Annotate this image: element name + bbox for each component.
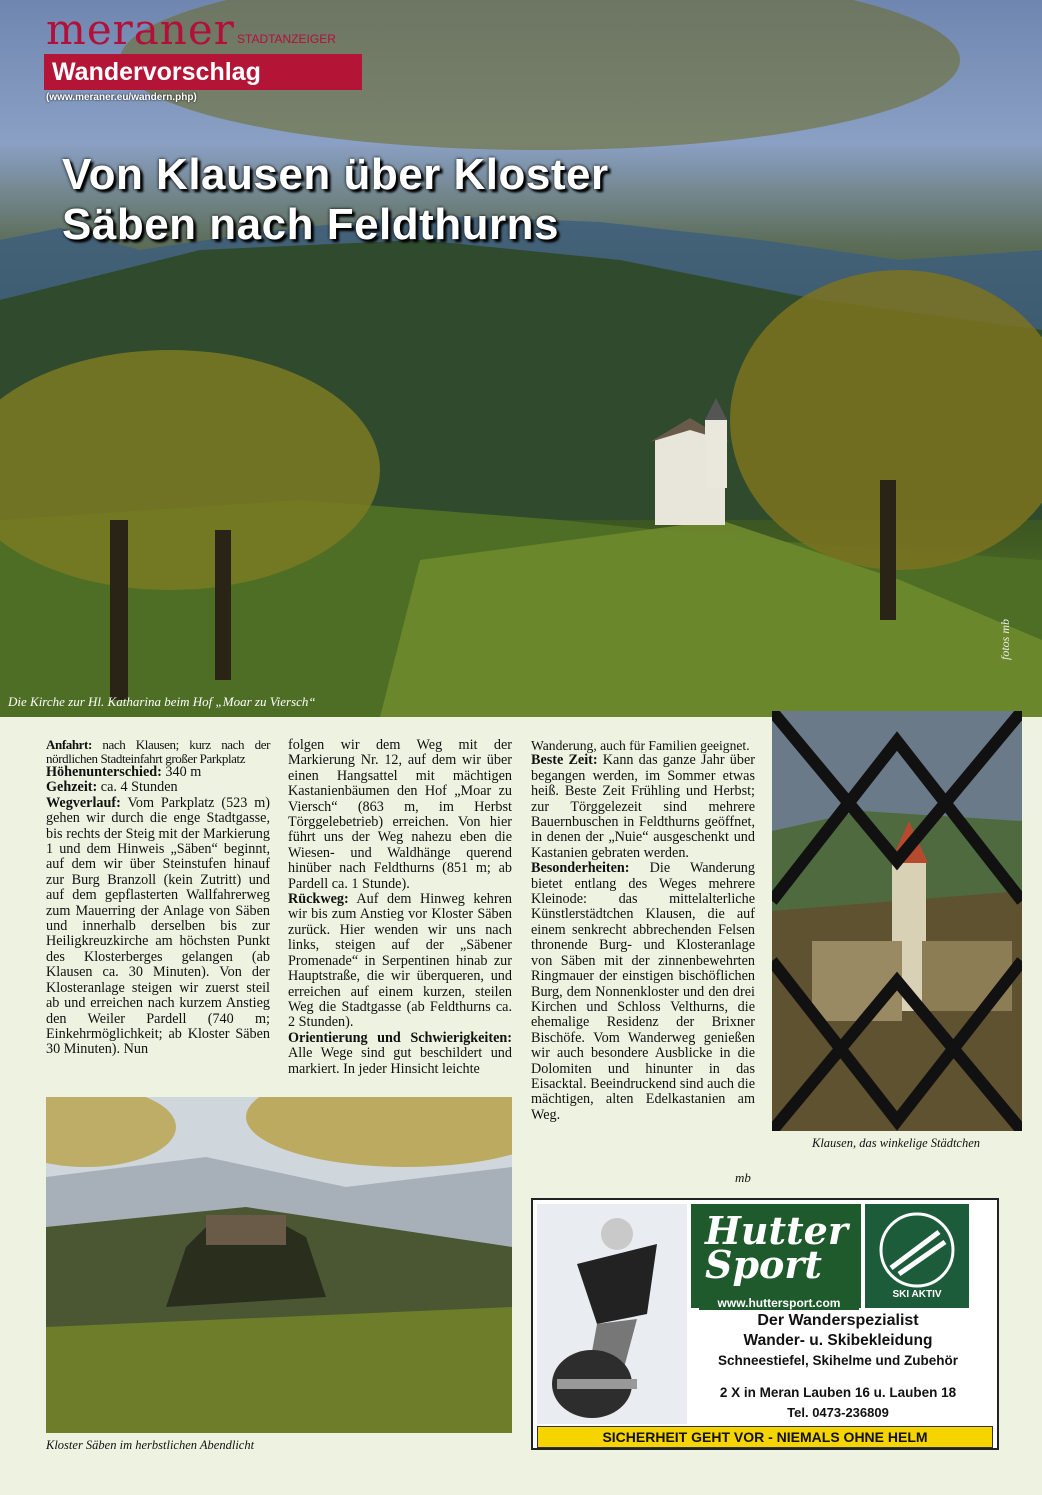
headline-line-1: Von Klausen über Kloster [62,150,609,199]
hero-caption: Die Kirche zur Hl. Katharina beim Hof „Moar zu Viersch“ [8,694,316,709]
anfahrt-label: Anfahrt: [46,737,92,752]
beste-zeit-text: Kann das ganze Jahr über begangen werden, im Sommer etwas heiß. Beste Zeit Frühling und Herbst; zur Törggelezeit sind mehrere Bauernbuschen in Feldthurns geöffnet, in denen der „Nuie“ ausgeschenkt und Kastanien gebraten werden. [531,752,755,861]
gehzeit-paragraph [46,780,270,795]
advertisement[interactable] [531,1198,999,1450]
saeben-photo [46,1097,512,1433]
saeben-caption: Kloster Säben im herbstlichen Abendlicht [46,1438,255,1452]
ski-aktiv-label: SKI AKTIV [892,1289,942,1300]
klausen-image [772,711,1022,1131]
rueckweg-text: Auf dem Hinweg kehren wir bis zum Anstieg vor Kloster Säben zurück. Hier wenden wir uns nach links, steigen auf der „Säbener Promenade“ in Serpentinen hinab zur Hauptstraße, die wir überqueren, und erreichen auf einem kurzen, steilen Weg die Stadtgasse (ab Feldthurns ca. 2 Stunden). [288,891,512,1031]
ad-line-2: Wander- u. Skibekleidung [743,1332,933,1349]
ad-brand-panel [691,1204,861,1308]
hero-photo [0,0,1042,717]
besonderheiten-paragraph [531,861,755,1123]
section-rubric: Wandervorschlag [44,54,362,90]
gehzeit-label: Gehzeit: [46,779,98,796]
skier-image [537,1204,687,1424]
wegverlauf-text-col1: Vom Parkplatz (523 m) gehen wir durch die enge Stadtgasse, bis rechts der Steig mit der Markierung 1 und dem Hinweis „Säben“ beginnt, auf dem wir über Steinstufen hinauf zur Burg Branzoll (kein Zutritt) und auf dem gepflasterten Wallfahrerweg zum Mauerring der Anlage von Säben und innerhalb derselben bis zur Heiligkreuzkirche am höchsten Punkt des Klosterberges gelangen (ab Klausen ca. 30 Minuten). Von der Klosteranlage steigen wir zuerst steil ab und erreichen nach kurzem Anstieg den Weiler Pardell (740 m; Einkehrmöglichkeit; ab Kloster Säben 30 Minuten). Nun [46,794,270,1058]
hero-landscape-image [0,0,1042,717]
ad-line-5: Tel. 0473-236809 [787,1405,889,1420]
klausen-photo [772,711,1022,1131]
anfahrt-text: nach Klausen; kurz nach der nördlichen Stadteinfahrt großer Parkplatz [46,737,270,766]
wegverlauf-paragraph-part-2 [288,738,512,892]
photo-credit: fotos mb [998,618,1012,660]
besonderheiten-text: Die Wanderung bietet entlang des Weges mehrere Kleinode: das mittelalterliche Künstlerstädtchen Klausen, die auf einem senkrecht abbrechenden Felsen thronende Burg- und Klosteranlage von Säben mit der zinnenbewehrten Ringmauer der einstigen bischöflichen Burg, dem Nonnenkloster und den drei Kirchen und Schloss Velthurns, die ehemalige Residenz der Brixner Bischöfe. Vom Wanderweg genießen wir auch besondere Ausblicke in die Dolomiten und hinunter in das Eisacktal. Beeindruckend sind auch die mächtigen, alten Edelkastanien am Weg. [531,860,755,1123]
orientierung-paragraph-part-1 [288,1031,512,1077]
author-signature: mb [735,1170,751,1185]
headline-line-2: Säben nach Feldthurns [62,200,560,249]
orientierung-label: Orientierung und Schwierigkeiten: [288,1029,512,1046]
orientierung-text-col3: Wanderung, auch für Familien geeignet. [531,738,750,753]
beste-zeit-paragraph [531,753,755,861]
article-headline [62,150,962,250]
besonderheiten-label: Besonderheiten: [531,860,630,877]
hoehen-label: Höhenunterschied: [46,764,162,780]
hoehen-text: 340 m [161,764,202,780]
article-column-2 [288,738,512,1077]
ad-website-link[interactable]: www.huttersport.com [699,1296,859,1310]
article-column-3 [531,738,755,1123]
ad-line-3: Schneestiefel, Skihelme und Zubehör [717,1353,959,1368]
section-url[interactable]: (www.meraner.eu/wandern.php) [46,92,197,103]
masthead-subtitle: STADTANZEIGER [237,32,336,46]
anfahrt-paragraph [46,738,270,765]
klausen-caption: Klausen, das winkelige Städtchen [812,1136,981,1150]
orientierung-paragraph-part-2 [531,738,755,753]
ad-line-4: 2 X in Meran Lauben 16 u. Lauben 18 [719,1385,957,1400]
ad-line-1: Der Wanderspezialist [757,1312,919,1329]
ad-brand-name: Hutter Sport [705,1208,848,1287]
ad-footer-banner: SICHERHEIT GEHT VOR - NIEMALS OHNE HELM [537,1426,993,1448]
rueckweg-label: Rückweg: [288,891,349,908]
article-column-1 [46,738,270,1058]
hoehen-paragraph [46,765,270,780]
masthead-logo: meraner [46,5,235,54]
orientierung-text-col2: Alle Wege sind gut beschildert und markiert. In jeder Hinsicht leichte [288,1045,512,1077]
rueckweg-paragraph [288,892,512,1031]
beste-zeit-label: Beste Zeit: [531,752,598,769]
saeben-image [46,1097,512,1433]
wegverlauf-paragraph-part-1 [46,796,270,1058]
gehzeit-text: ca. 4 Stunden [97,779,178,796]
wegverlauf-label: Wegverlauf: [46,794,121,811]
wegverlauf-text-col2: folgen wir dem Weg mit der Markierung Nr. 12, auf dem wir über einen Hangsattel mit mächtigen Kastanienbäumen den Hof „Moar zu Viersch“ (863 m, im Herbst Törggelebetrieb) erreichen. Von hier führt uns der Weg nahezu eben die Wiesen- und Waldhänge querend hinüber nach Feldthurns (851 m; ab Pardell ca. 1 Stunde). [288,737,512,892]
